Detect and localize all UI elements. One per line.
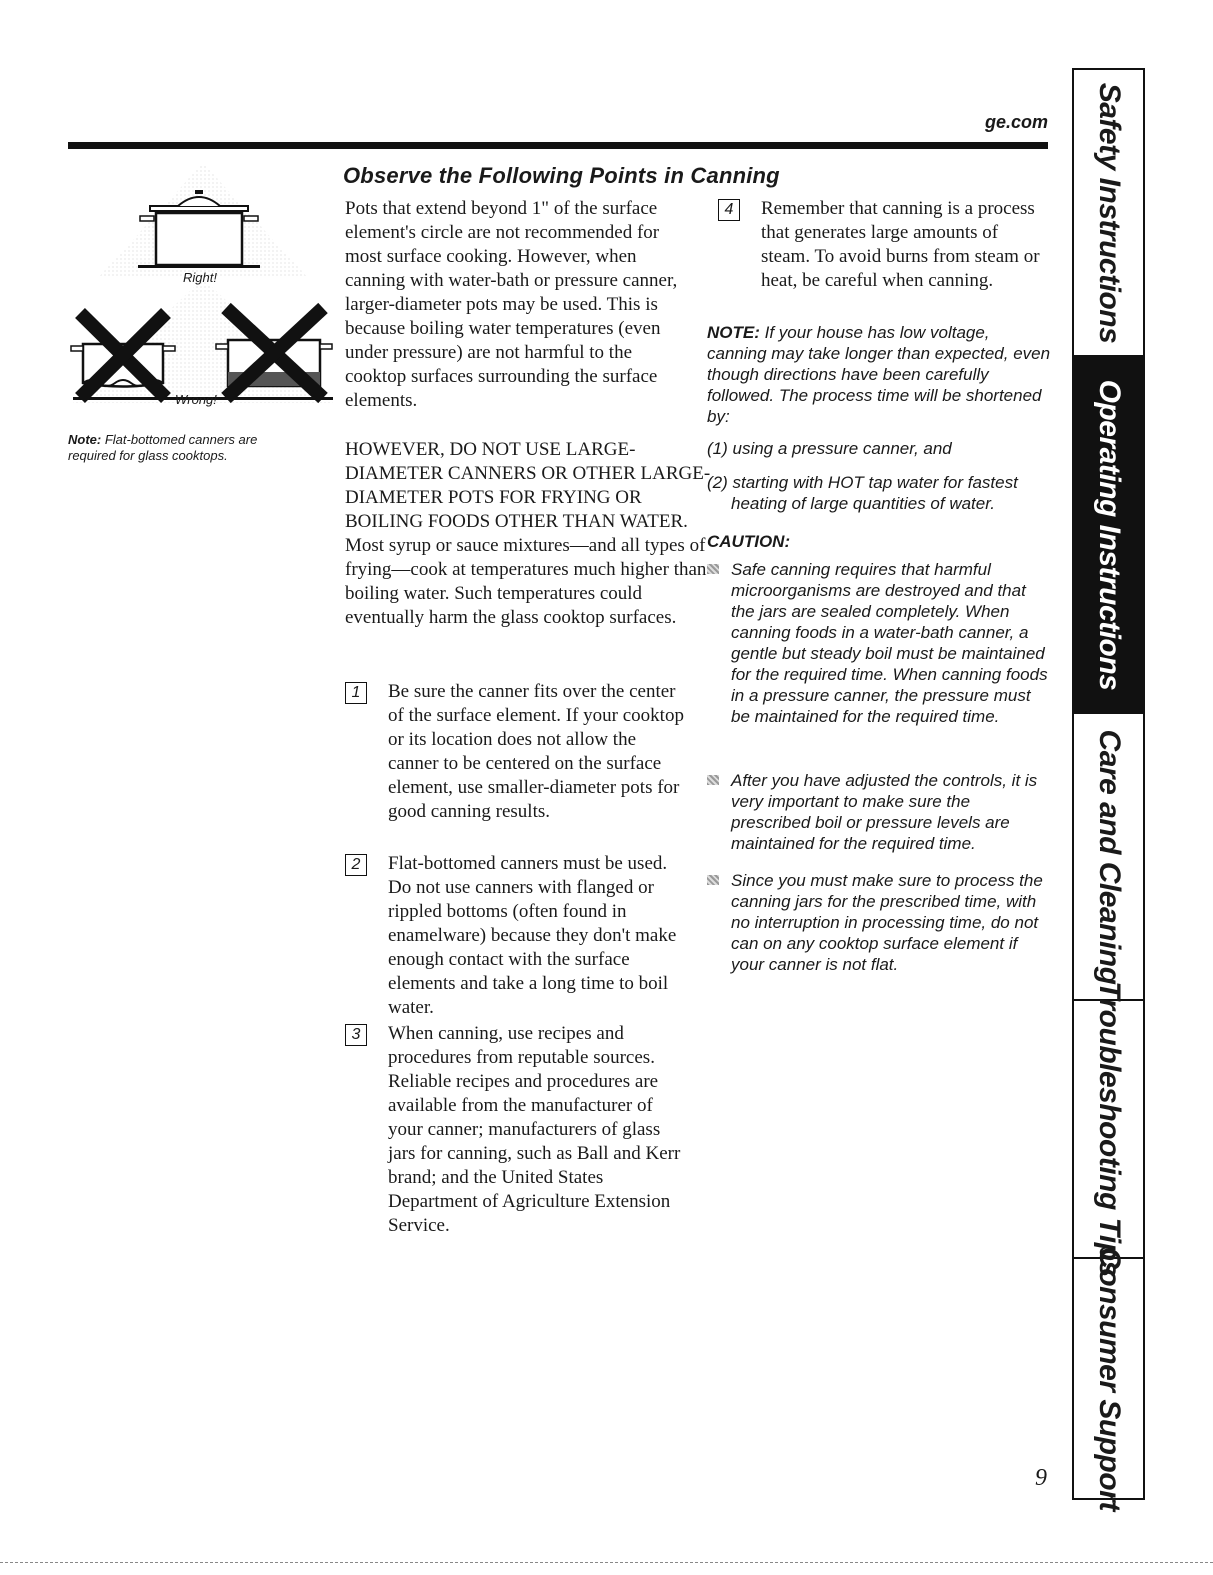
note-label: NOTE: [707,323,760,342]
note-item-1: (1) using a pressure canner, and [707,439,952,458]
right-label: Right! [183,270,217,285]
note-item-2-line-2: heating of large quantities of water. [731,494,995,513]
section-heading: Observe the Following Points in Canning [343,163,780,188]
wrong-label: Wrong! [175,392,217,407]
step-3 [345,1022,690,1238]
step-4 [718,197,1048,293]
step-1 [345,680,690,824]
note-text: If your house has low voltage, canning may take longer than expected, even though directions have been carefully followed. The process time will be shortened by: [707,323,1051,426]
page-number: 9 [1035,1465,1047,1491]
tab-safety-instructions[interactable] [1074,70,1143,357]
caution-bullet [707,870,1052,975]
warning-paragraph: HOWEVER, DO NOT USE LARGE-DIAMETER CANNERS OR OTHER LARGE-DIAMETER POTS FOR FRYING OR BOILING FOODS OTHER THAN WATER. Most syrup or sauce mixtures—and all types of frying—cook at temperatures much higher than boiling water. Such temperatures could eventually harm the glass cooktop surfaces. [345,439,711,628]
tab-label: Care and Cleaning [1092,729,1126,984]
figure-note-prefix: Note: [68,432,102,447]
note-item-2 [707,472,1047,514]
step-text: Be sure the canner fits over the center of the surface element. If your cooktop or its location does not allow the canner to be centered on the surface element, use smaller-diameter pots for good canning results. [388,681,684,822]
caution-bullet [707,559,1052,727]
wrong-pot-right [216,308,332,398]
bullet-square-icon [707,564,719,574]
section-tabs [1072,68,1145,1511]
header-rule [68,142,1048,149]
step-text: Remember that canning is a process that generates large amounts of steam. To avoid burns from steam or heat, be careful when canning. [761,198,1040,291]
tab-troubleshooting-tips[interactable] [1074,981,1143,1277]
step-number-box: 1 [345,682,367,704]
note-item-2-line-1: (2) starting with HOT tap water for fastest [707,473,1018,492]
step-text: When canning, use recipes and procedures from reputable sources. Reliable recipes and procedures are available from the manufacturer of your canner; manufacturers of glass jars for canning, such as Ball and Kerr brand; and the United States Department of Agriculture Extension Service. [388,1023,681,1236]
tab-consumer-support[interactable] [1074,1246,1143,1511]
figure-note-text: Flat-bottomed canners are required for glass cooktops. [68,432,258,463]
right-pot [138,190,260,268]
step-number-box: 2 [345,854,367,876]
step-2 [345,852,690,1020]
caution-bullet-text: After you have adjusted the controls, it is very important to make sure the prescribed boil or pressure levels are maintained for the required time. [731,771,1038,853]
canner-diagram-svg [68,158,338,426]
caution-title: CAUTION: [707,532,791,551]
footer-divider [0,1562,1213,1563]
bullet-square-icon [707,775,719,785]
caution-bullet [707,770,1052,854]
caution-bullet-text: Since you must make sure to process the canning jars for the prescribed time, with no interruption in processing time, do not can on any cooktop surface element if your canner is not flat. [731,871,1043,974]
step-number-box: 4 [718,199,740,221]
tab-label: Operating Instructions [1092,379,1126,690]
tab-label: Safety Instructions [1092,82,1126,343]
site-url: ge.com [985,112,1049,132]
caution-bullet-text: Safe canning requires that harmful microorganisms are destroyed and that the jars are sealed completely. When canning foods in a water-bath canner, a gentle but steady boil must be maintained for the required time. When canning foods in a pressure canner, the pressure must be maintained for the required time. [731,560,1048,726]
tab-care-and-cleaning[interactable] [1074,714,1143,1001]
step-text: Flat-bottomed canners must be used. Do not use canners with flanged or rippled bottoms (often found in enamelware) because they don't make enough contact with the surface elements and take a long time to boil water. [388,853,677,1018]
intro-paragraph: Pots that extend beyond 1" of the surface element's circle are not recommended for most surface cooking. However, when canning with water-bath or pressure canner, larger-diameter pots may be used. This is because boiling water temperatures (even under pressure) are not harmful to the cooktop surfaces surrounding the surface elements. [345,198,678,411]
tab-label: Consumer Support [1092,1246,1126,1511]
tab-operating-instructions[interactable] [1074,357,1143,714]
step-number-box: 3 [345,1024,367,1046]
tab-label: Troubleshooting Tips [1092,981,1126,1277]
bullet-square-icon [707,875,719,885]
figure-note [68,432,303,464]
canner-illustration [68,158,338,426]
note-block [707,322,1052,427]
wrong-pot-left [71,313,175,398]
